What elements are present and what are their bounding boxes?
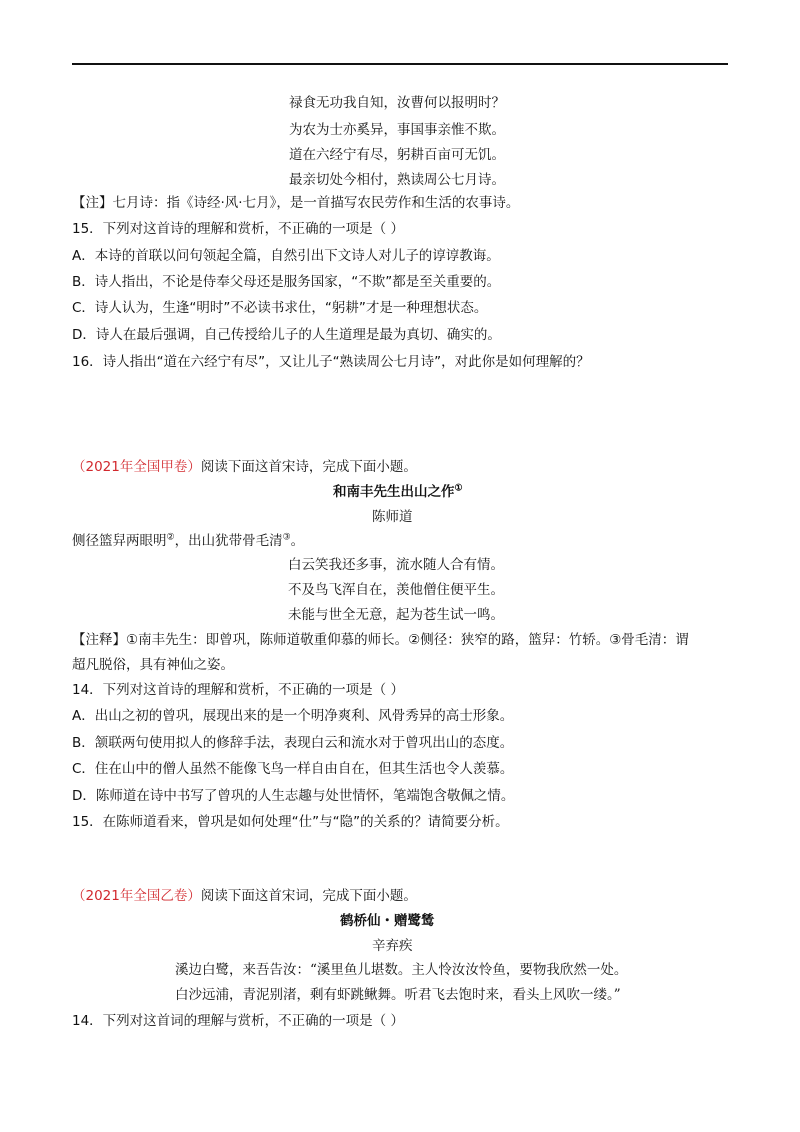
poem-line: 未能与世全无意，起为苍生试一鸣。 [288,607,504,623]
section-intro: 阅读下面这首宋词，完成下面小题。 [200,888,417,904]
footnote-mark: ① [454,483,463,494]
poem-line: 不及鸟飞浑自在，羡他僧住便平生。 [288,582,504,598]
option-d: D．诗人在最后强调，自己传授给儿子的人生道理是最为真切、确实的。 [72,327,501,343]
option-c: C．诗人认为，生逢“明时”不必读书求仕，“躬耕”才是一种理想状态。 [72,300,488,316]
question-14: 14．下列对这首词的理解与赏析，不正确的一项是（ ） [72,1013,404,1029]
option-c: C．住在山中的僧人虽然不能像飞鸟一样自由自在，但其生活也令人羡慕。 [72,761,514,777]
poem-author: 陈师道 [372,509,413,525]
question-16: 16．诗人指出“道在六经宁有尽”，又让儿子“熟读周公七月诗”，对此你是如何理解的？ [72,354,590,370]
question-14: 14．下列对这首诗的理解和赏析，不正确的一项是（ ） [72,682,404,698]
poem-title [333,482,463,502]
poem-line: 道在六经宁有尽，躬耕百亩可无饥。 [289,147,505,163]
option-a: A．出山之初的曾巩，展现出来的是一个明净爽利、风骨秀异的高士形象。 [72,708,514,724]
poem-line-part: 侧径篮舁两眼明 [72,533,167,549]
poem-line [72,531,304,551]
poem-note-cont: 超凡脱俗，具有神仙之姿。 [72,657,234,673]
footnote-mark: ② [166,532,175,543]
poem-title: 鹤桥仙・赠鹭鸶 [340,913,435,929]
poem-line-part: 。 [290,533,305,549]
poem-line: 白沙远浦，青泥别渚，剩有虾跳鳅舞。听君飞去饱时来，看头上风吹一缕。” [175,987,621,1003]
option-b: B．颔联两句使用拟人的修辞手法，表现白云和流水对于曾巩出山的态度。 [72,735,514,751]
poem-line: 白云笑我还多事，流水随人合有情。 [288,557,504,573]
option-b: B．诗人指出，不论是侍奉父母还是服务国家，“不欺”都是至关重要的。 [72,274,501,290]
poem-line-part: ，出山犹带骨毛清 [174,533,283,549]
poem-note: 【注】七月诗：指《诗经·风·七月》，是一首描写农民劳作和生活的农事诗。 [72,195,520,211]
option-a: A．本诗的首联以问句领起全篇，自然引出下文诗人对儿子的谆谆教诲。 [72,248,500,264]
exam-source: （2021年全国乙卷） [72,888,201,904]
poem-line: 为农为士亦奚异，事国事亲惟不欺。 [289,122,505,138]
header-rule [72,63,728,65]
footnote-mark: ③ [282,532,291,543]
poem-author: 辛弃疾 [372,938,413,954]
question-15: 15．下列对这首诗的理解和赏析，不正确的一项是（ ） [72,221,404,237]
poem-line: 禄食无功我自知，汝曹何以报明时？ [289,95,505,111]
poem-line: 溪边白鹭，来吾告汝：“溪里鱼儿堪数。主人怜汝汝怜鱼，要物我欣然一处。 [175,962,628,978]
option-d: D．陈师道在诗中书写了曾巩的人生志趣与处世情怀，笔端饱含敬佩之情。 [72,788,515,804]
poem-note: 【注释】①南丰先生：即曾巩，陈师道敬重仰慕的师长。②侧径：狭窄的路，篮舁：竹轿。③骨毛清：谓 [72,632,689,648]
exam-source: （2021年全国甲卷） [72,459,201,475]
poem-title-text: 和南丰先生出山之作 [333,484,455,500]
section-heading [72,457,417,477]
poem-line: 最亲切处今相付，熟读周公七月诗。 [289,172,505,188]
section-intro: 阅读下面这首宋诗，完成下面小题。 [200,459,417,475]
question-15: 15．在陈师道看来，曾巩是如何处理“仕”与“隐”的关系的？请简要分析。 [72,814,509,830]
section-heading [72,886,417,906]
